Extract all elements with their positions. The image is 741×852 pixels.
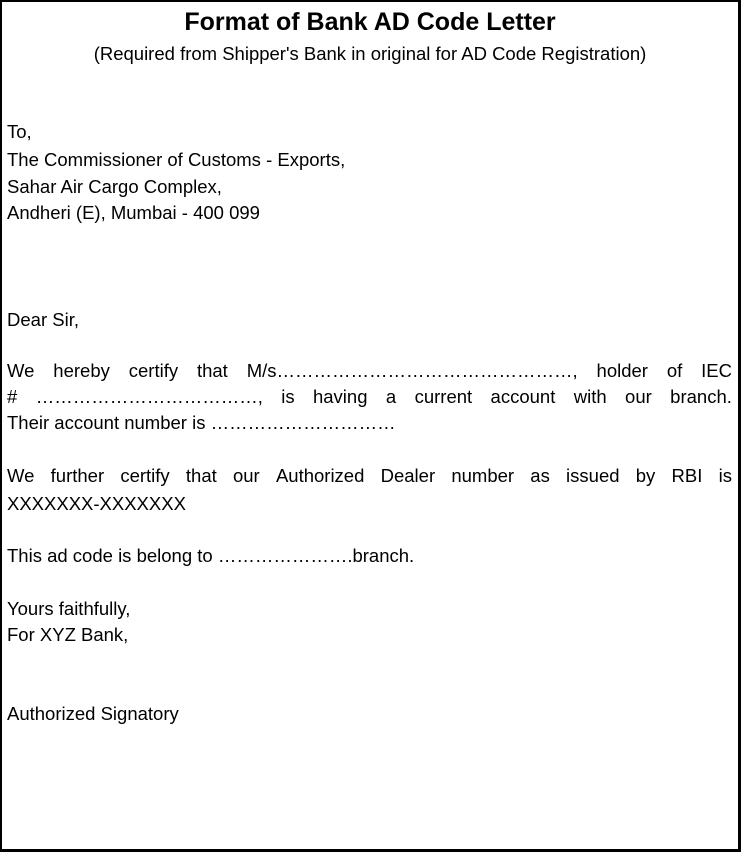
closing-line-2: For XYZ Bank, (7, 624, 129, 645)
word: certify (120, 465, 170, 486)
word: certify (128, 360, 179, 381)
word: number (451, 465, 515, 486)
address-line-3: Andheri (E), Mumbai - 400 099 (7, 202, 260, 223)
word: of (666, 360, 683, 381)
word: Authorized (275, 465, 365, 486)
word: by (635, 465, 656, 486)
word: IEC (701, 360, 732, 381)
word: current (414, 386, 473, 407)
address-line-1: The Commissioner of Customs - Exports, (7, 149, 346, 170)
word: We (7, 360, 35, 381)
word: our (232, 465, 260, 486)
closing-line-1: Yours faithfully, (7, 598, 131, 619)
paragraph-1-line-1 (7, 359, 732, 383)
word: RBI (671, 465, 703, 486)
word: as (530, 465, 550, 486)
word: a (385, 386, 397, 407)
word: M/s…………………………………………, (246, 360, 578, 381)
word: issued (566, 465, 620, 486)
word: that (185, 465, 217, 486)
address-line-2: Sahar Air Cargo Complex, (7, 176, 222, 197)
ad-code-number: XXXXXXX-XXXXXXX (7, 493, 186, 514)
document-title: Format of Bank AD Code Letter (184, 8, 556, 36)
word: # (7, 386, 18, 407)
word: We (7, 465, 35, 486)
word: ………………………………, (35, 386, 263, 407)
word: hereby (53, 360, 110, 381)
signatory: Authorized Signatory (7, 703, 179, 724)
word: is (281, 386, 295, 407)
word: having (312, 386, 368, 407)
paragraph-1-line-2 (7, 385, 732, 409)
paragraph-1-line-3: Their account number is ………………………… (7, 412, 396, 433)
word: account (490, 386, 556, 407)
word: holder (596, 360, 648, 381)
word: that (196, 360, 228, 381)
word: branch. (670, 386, 732, 407)
greeting: Dear Sir, (7, 309, 79, 330)
paragraph-3: This ad code is belong to ………………….branch. (7, 545, 415, 566)
word: with (573, 386, 607, 407)
document-subtitle: (Required from Shipper's Bank in original for AD Code Registration) (93, 43, 647, 64)
word: further (50, 465, 105, 486)
paragraph-2-line-1 (7, 464, 732, 488)
address-to: To, (7, 121, 32, 142)
word: our (625, 386, 652, 407)
word: Dealer (380, 465, 436, 486)
word: is (718, 465, 732, 486)
